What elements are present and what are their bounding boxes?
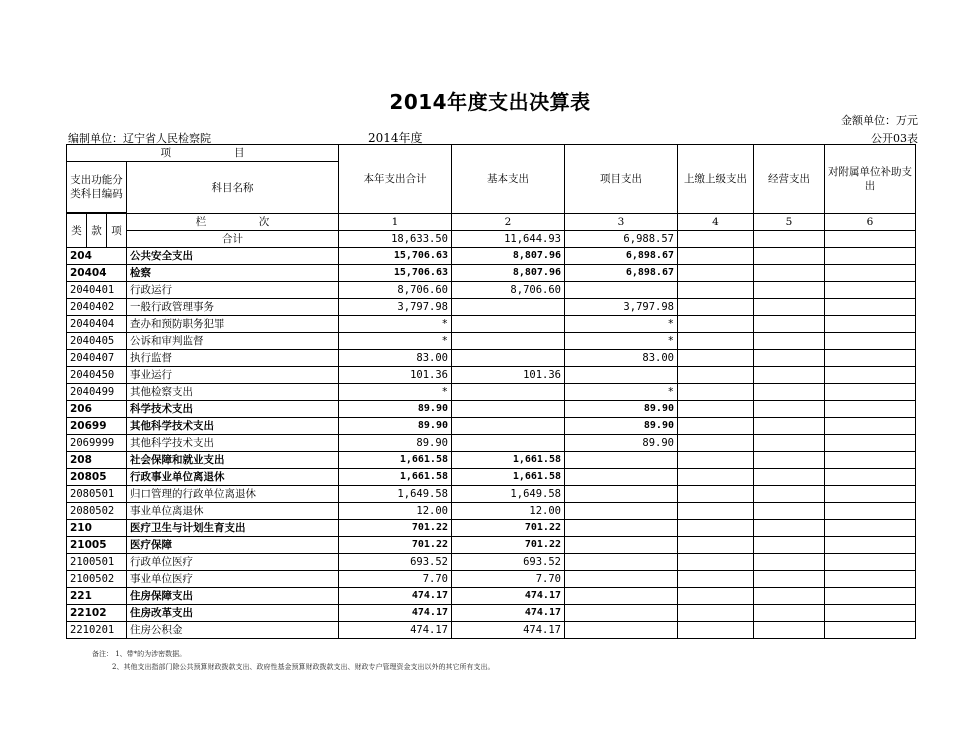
- row-c4: [678, 248, 754, 265]
- header-subject: 科目名称: [127, 162, 339, 214]
- row-c4: [678, 537, 754, 554]
- table-row: [67, 350, 916, 367]
- total-label: 合计: [127, 231, 339, 248]
- row-c4: [678, 384, 754, 401]
- row-c3: [565, 520, 678, 537]
- row-c2: 701.22: [452, 537, 565, 554]
- row-c4: [678, 622, 754, 639]
- row-code: 2040402: [67, 299, 127, 316]
- row-c6: [825, 554, 916, 571]
- row-name: 医疗卫生与计划生育支出: [127, 520, 339, 537]
- col-num-2: 2: [452, 214, 565, 231]
- row-c5: [754, 452, 825, 469]
- header-xiang: 项: [107, 214, 127, 248]
- row-c5: [754, 503, 825, 520]
- col-num-5: 5: [754, 214, 825, 231]
- row-c3: [565, 469, 678, 486]
- row-name: 其他科学技术支出: [127, 435, 339, 452]
- row-c5: [754, 469, 825, 486]
- row-c2: 1,649.58: [452, 486, 565, 503]
- row-c5: [754, 435, 825, 452]
- row-code: 2080501: [67, 486, 127, 503]
- col-header-3: 项目支出: [565, 145, 678, 214]
- row-code: 2040401: [67, 282, 127, 299]
- row-c2: 101.36: [452, 367, 565, 384]
- row-c3: [565, 571, 678, 588]
- header-row-item: [67, 145, 916, 162]
- row-c2: 474.17: [452, 588, 565, 605]
- row-c4: [678, 520, 754, 537]
- row-c5: [754, 418, 825, 435]
- table-row: [67, 469, 916, 486]
- row-c3: 89.90: [565, 401, 678, 418]
- row-c2: 8,706.60: [452, 282, 565, 299]
- row-c3: 83.00: [565, 350, 678, 367]
- row-code: 2040450: [67, 367, 127, 384]
- row-name: 公共安全支出: [127, 248, 339, 265]
- table-row: [67, 503, 916, 520]
- row-code: 20699: [67, 418, 127, 435]
- header-kuan: 款: [87, 214, 107, 248]
- total-c3: 6,988.57: [565, 231, 678, 248]
- table-row: [67, 622, 916, 639]
- row-c2: [452, 401, 565, 418]
- row-code: 21005: [67, 537, 127, 554]
- row-code: 20805: [67, 469, 127, 486]
- row-c5: [754, 401, 825, 418]
- row-c3: 3,797.98: [565, 299, 678, 316]
- row-code: 208: [67, 452, 127, 469]
- row-name: 住房保障支出: [127, 588, 339, 605]
- row-c3: [565, 452, 678, 469]
- row-c5: [754, 554, 825, 571]
- row-c6: [825, 469, 916, 486]
- row-c4: [678, 469, 754, 486]
- table-row: [67, 537, 916, 554]
- row-c3: [565, 605, 678, 622]
- row-code: 20404: [67, 265, 127, 282]
- col-num-3: 3: [565, 214, 678, 231]
- row-c3: 6,898.67: [565, 265, 678, 282]
- row-c4: [678, 401, 754, 418]
- col-header-5: 经营支出: [754, 145, 825, 214]
- row-code: 204: [67, 248, 127, 265]
- row-c2: 12.00: [452, 503, 565, 520]
- row-c2: 1,661.58: [452, 469, 565, 486]
- table-row: [67, 418, 916, 435]
- row-c5: [754, 571, 825, 588]
- row-name: 社会保障和就业支出: [127, 452, 339, 469]
- row-c5: [754, 605, 825, 622]
- row-c1: 474.17: [339, 588, 452, 605]
- row-c4: [678, 418, 754, 435]
- row-c2: 474.17: [452, 622, 565, 639]
- row-c6: [825, 299, 916, 316]
- col-header-1: 本年支出合计: [339, 145, 452, 214]
- row-c1: 89.90: [339, 401, 452, 418]
- col-num-6: 6: [825, 214, 916, 231]
- row-c4: [678, 554, 754, 571]
- row-c3: [565, 282, 678, 299]
- row-c5: [754, 520, 825, 537]
- row-c1: 1,661.58: [339, 452, 452, 469]
- row-code: 221: [67, 588, 127, 605]
- row-c6: [825, 622, 916, 639]
- note-1: 备注： 1、带*的为涉密数据。: [92, 650, 187, 658]
- row-name: 事业运行: [127, 367, 339, 384]
- row-name: 事业单位离退休: [127, 503, 339, 520]
- row-code: 2069999: [67, 435, 127, 452]
- row-c6: [825, 503, 916, 520]
- notes: [92, 648, 494, 674]
- row-c4: [678, 299, 754, 316]
- row-name: 其他检察支出: [127, 384, 339, 401]
- row-c4: [678, 486, 754, 503]
- row-c5: [754, 537, 825, 554]
- row-c2: 701.22: [452, 520, 565, 537]
- row-c4: [678, 333, 754, 350]
- row-c5: [754, 282, 825, 299]
- row-c2: [452, 299, 565, 316]
- row-name: 其他科学技术支出: [127, 418, 339, 435]
- row-c4: [678, 350, 754, 367]
- row-c2: 693.52: [452, 554, 565, 571]
- row-c1: 474.17: [339, 622, 452, 639]
- row-name: 住房改革支出: [127, 605, 339, 622]
- table-row: [67, 384, 916, 401]
- row-c6: [825, 401, 916, 418]
- form-number: 公开03表: [871, 132, 918, 145]
- row-name: 行政运行: [127, 282, 339, 299]
- row-c1: 12.00: [339, 503, 452, 520]
- table-row: [67, 248, 916, 265]
- row-c6: [825, 486, 916, 503]
- row-c5: [754, 265, 825, 282]
- total-row: [67, 231, 916, 248]
- row-c1: 83.00: [339, 350, 452, 367]
- row-c6: [825, 350, 916, 367]
- row-c1: 701.22: [339, 520, 452, 537]
- row-code: 210: [67, 520, 127, 537]
- row-c6: [825, 384, 916, 401]
- row-c1: *: [339, 316, 452, 333]
- row-name: 科学技术支出: [127, 401, 339, 418]
- row-c4: [678, 435, 754, 452]
- total-c1: 18,633.50: [339, 231, 452, 248]
- col-header-6: 对附属单位补助支出: [825, 145, 916, 214]
- table-row: [67, 282, 916, 299]
- col-header-4: 上缴上级支出: [678, 145, 754, 214]
- row-c1: 15,706.63: [339, 265, 452, 282]
- row-c2: 8,807.96: [452, 248, 565, 265]
- row-c3: [565, 367, 678, 384]
- row-name: 检察: [127, 265, 339, 282]
- row-name: 执行监督: [127, 350, 339, 367]
- row-c2: 474.17: [452, 605, 565, 622]
- row-c1: 701.22: [339, 537, 452, 554]
- table-row: [67, 588, 916, 605]
- row-c2: [452, 350, 565, 367]
- row-c1: 15,706.63: [339, 248, 452, 265]
- row-c1: 693.52: [339, 554, 452, 571]
- row-c6: [825, 367, 916, 384]
- row-c6: [825, 571, 916, 588]
- row-c2: [452, 418, 565, 435]
- row-code: 2210201: [67, 622, 127, 639]
- row-c6: [825, 605, 916, 622]
- row-c1: *: [339, 384, 452, 401]
- table-row: [67, 265, 916, 282]
- row-c3: [565, 486, 678, 503]
- row-code: 2100501: [67, 554, 127, 571]
- row-c2: 8,807.96: [452, 265, 565, 282]
- table-row: [67, 452, 916, 469]
- row-c6: [825, 588, 916, 605]
- row-name: 一般行政管理事务: [127, 299, 339, 316]
- row-code: 2100502: [67, 571, 127, 588]
- col-num-1: 1: [339, 214, 452, 231]
- table-row: [67, 401, 916, 418]
- row-c2: [452, 384, 565, 401]
- row-name: 公诉和审判监督: [127, 333, 339, 350]
- row-c6: [825, 537, 916, 554]
- table-row: [67, 520, 916, 537]
- row-c2: 1,661.58: [452, 452, 565, 469]
- row-c3: [565, 588, 678, 605]
- row-code: 22102: [67, 605, 127, 622]
- row-code: 2040405: [67, 333, 127, 350]
- row-c5: [754, 248, 825, 265]
- row-code: 2040407: [67, 350, 127, 367]
- row-c4: [678, 452, 754, 469]
- row-c1: 3,797.98: [339, 299, 452, 316]
- row-c6: [825, 282, 916, 299]
- row-code: 206: [67, 401, 127, 418]
- row-c3: [565, 622, 678, 639]
- row-c3: 89.90: [565, 418, 678, 435]
- row-c3: *: [565, 384, 678, 401]
- expenditure-table: [66, 144, 916, 639]
- col-num-4: 4: [678, 214, 754, 231]
- row-c2: [452, 333, 565, 350]
- report-title: 2014年度支出决算表: [389, 90, 591, 114]
- total-c2: 11,644.93: [452, 231, 565, 248]
- row-name: 查办和预防职务犯罪: [127, 316, 339, 333]
- row-c3: 6,898.67: [565, 248, 678, 265]
- row-c1: 101.36: [339, 367, 452, 384]
- row-c4: [678, 571, 754, 588]
- row-c5: [754, 588, 825, 605]
- row-code: 2040499: [67, 384, 127, 401]
- table-row: [67, 554, 916, 571]
- row-c4: [678, 265, 754, 282]
- row-c4: [678, 503, 754, 520]
- table-row: [67, 299, 916, 316]
- row-c5: [754, 299, 825, 316]
- row-c6: [825, 248, 916, 265]
- row-code: 2080502: [67, 503, 127, 520]
- row-c6: [825, 435, 916, 452]
- row-c5: [754, 333, 825, 350]
- org-name: 编制单位：辽宁省人民检察院: [68, 132, 211, 145]
- table-row: [67, 605, 916, 622]
- row-c1: 89.90: [339, 418, 452, 435]
- report-year: 2014年度: [368, 131, 423, 145]
- table-row: [67, 435, 916, 452]
- row-c4: [678, 316, 754, 333]
- header-lanci: 栏 次: [127, 214, 339, 231]
- row-c1: 1,649.58: [339, 486, 452, 503]
- row-c6: [825, 265, 916, 282]
- row-code: 2040404: [67, 316, 127, 333]
- row-c6: [825, 333, 916, 350]
- row-c1: 89.90: [339, 435, 452, 452]
- table-row: [67, 316, 916, 333]
- row-name: 医疗保障: [127, 537, 339, 554]
- row-name: 事业单位医疗: [127, 571, 339, 588]
- row-c5: [754, 316, 825, 333]
- row-c3: [565, 503, 678, 520]
- row-c2: 7.70: [452, 571, 565, 588]
- row-c1: 7.70: [339, 571, 452, 588]
- table-row: [67, 333, 916, 350]
- row-c4: [678, 588, 754, 605]
- amount-unit: 金额单位：万元: [841, 114, 918, 127]
- row-c5: [754, 367, 825, 384]
- row-c4: [678, 282, 754, 299]
- row-c3: *: [565, 333, 678, 350]
- table-row: [67, 367, 916, 384]
- row-c3: 89.90: [565, 435, 678, 452]
- row-name: 住房公积金: [127, 622, 339, 639]
- row-c3: [565, 537, 678, 554]
- row-c6: [825, 452, 916, 469]
- row-c5: [754, 486, 825, 503]
- row-c5: [754, 384, 825, 401]
- row-name: 归口管理的行政单位离退休: [127, 486, 339, 503]
- table-row: [67, 486, 916, 503]
- row-c3: *: [565, 316, 678, 333]
- row-c2: [452, 435, 565, 452]
- row-c1: *: [339, 333, 452, 350]
- row-c1: 8,706.60: [339, 282, 452, 299]
- row-c1: 1,661.58: [339, 469, 452, 486]
- row-c6: [825, 520, 916, 537]
- header-func-code: 支出功能分类科目编码: [67, 162, 127, 213]
- row-c5: [754, 622, 825, 639]
- row-name: 行政事业单位离退休: [127, 469, 339, 486]
- row-c6: [825, 418, 916, 435]
- row-c6: [825, 316, 916, 333]
- table-row: [67, 571, 916, 588]
- header-lei: 类: [67, 214, 87, 248]
- row-c4: [678, 605, 754, 622]
- row-c2: [452, 316, 565, 333]
- header-item: 项 目: [67, 145, 339, 162]
- row-c4: [678, 367, 754, 384]
- note-2: 2、其他支出指部门除公共预算财政拨款支出、政府性基金预算财政拨款支出、财政专户管理资金支出以外的其它所有支出。: [112, 663, 495, 671]
- col-header-2: 基本支出: [452, 145, 565, 214]
- row-c3: [565, 554, 678, 571]
- row-name: 行政单位医疗: [127, 554, 339, 571]
- row-c1: 474.17: [339, 605, 452, 622]
- row-c5: [754, 350, 825, 367]
